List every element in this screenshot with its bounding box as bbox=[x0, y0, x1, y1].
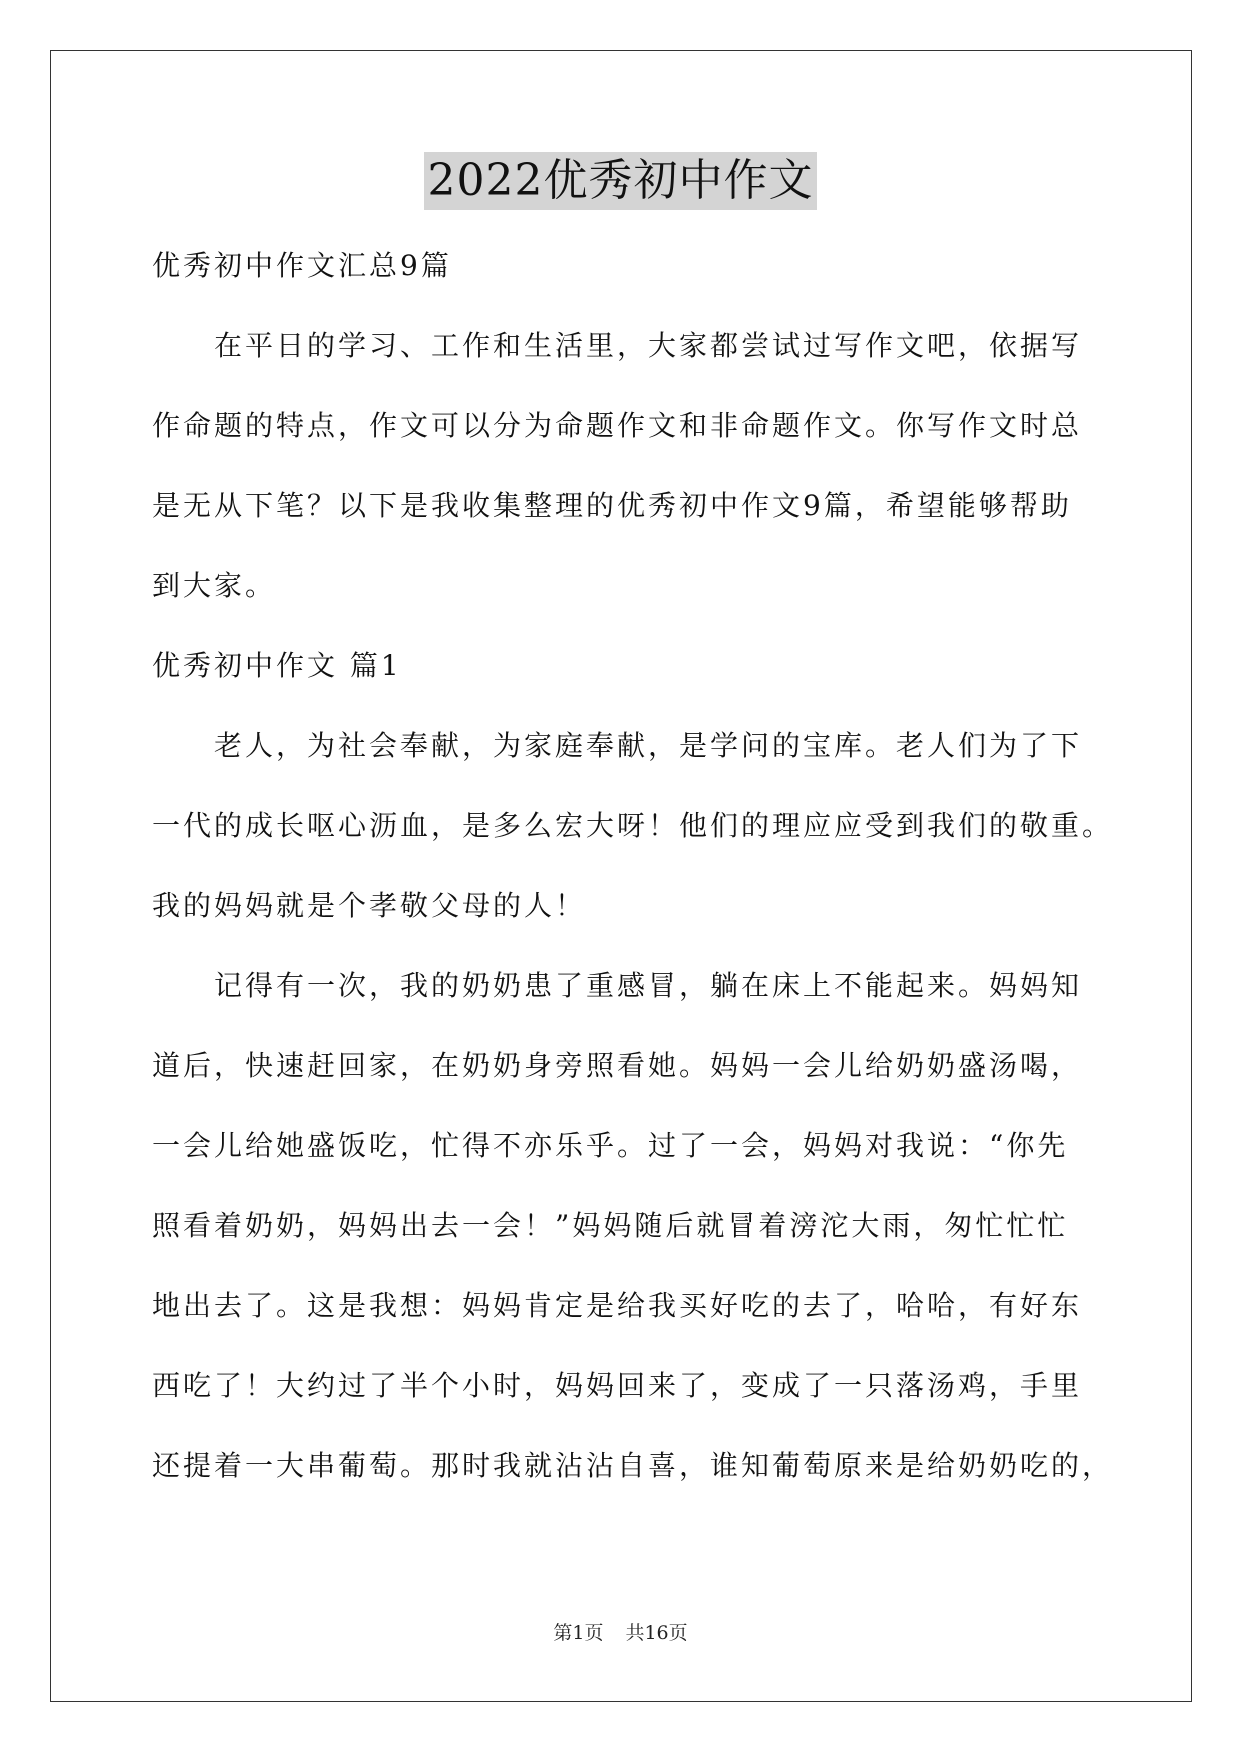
title-container bbox=[0, 152, 1241, 210]
text-line: 照看着奶奶，妈妈出去一会！”妈妈随后就冒着滂沱大雨，匆忙忙忙 bbox=[152, 1209, 1069, 1242]
text-line: 一代的成长呕心沥血，是多么宏大呀！他们的理应应受到我们的敬重。 bbox=[152, 809, 1114, 842]
page-footer bbox=[0, 1618, 1241, 1645]
document-body bbox=[152, 226, 1114, 1506]
page-number: 第1页 bbox=[553, 1622, 604, 1644]
text-line: 老人，为社会奉献，为家庭奉献，是学问的宝库。老人们为了下 bbox=[214, 729, 1083, 762]
text-line: 是无从下笔？以下是我收集整理的优秀初中作文9篇，希望能够帮助 bbox=[152, 489, 1072, 522]
text-line: 西吃了！大约过了半个小时，妈妈回来了，变成了一只落汤鸡，手里 bbox=[152, 1369, 1083, 1402]
text-line: 记得有一次，我的奶奶患了重感冒，躺在床上不能起来。妈妈知 bbox=[214, 969, 1083, 1002]
text-line: 在平日的学习、工作和生活里，大家都尝试过写作文吧，依据写 bbox=[214, 329, 1083, 362]
text-line: 优秀初中作文 篇1 bbox=[152, 649, 402, 682]
document-title: 2022优秀初中作文 bbox=[424, 152, 818, 210]
text-line: 地出去了。这是我想：妈妈肯定是给我买好吃的去了，哈哈，有好东 bbox=[152, 1289, 1083, 1322]
text-line: 道后，快速赶回家，在奶奶身旁照看她。妈妈一会儿给奶奶盛汤喝， bbox=[152, 1049, 1083, 1082]
text-line: 一会儿给她盛饭吃，忙得不亦乐乎。过了一会，妈妈对我说：“你先 bbox=[152, 1129, 1069, 1162]
page-total: 共16页 bbox=[625, 1622, 688, 1644]
text-line: 优秀初中作文汇总9篇 bbox=[152, 249, 452, 282]
text-line: 还提着一大串葡萄。那时我就沾沾自喜，谁知葡萄原来是给奶奶吃的， bbox=[152, 1449, 1114, 1482]
text-line: 作命题的特点，作文可以分为命题作文和非命题作文。你写作文时总 bbox=[152, 409, 1083, 442]
text-line: 到大家。 bbox=[152, 569, 277, 602]
text-line: 我的妈妈就是个孝敬父母的人！ bbox=[152, 889, 587, 922]
